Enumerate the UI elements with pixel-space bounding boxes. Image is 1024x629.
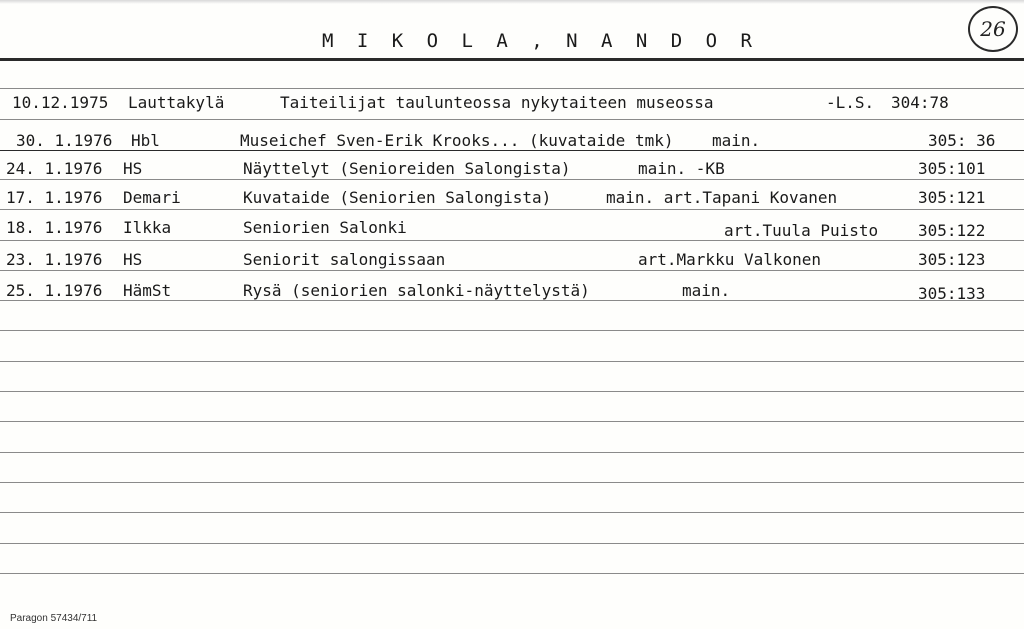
entry-reference: 305: 36 <box>928 131 996 150</box>
entry-title: Rysä (seniorien salonki-näyttelystä) <box>243 281 590 300</box>
entry-date: 23. 1.1976 <box>6 250 103 269</box>
card-top-edge <box>0 0 1024 4</box>
entry-author: main. <box>712 131 761 150</box>
card-entry <box>0 188 1024 214</box>
entry-title: Seniorit salongissaan <box>243 250 446 269</box>
entry-title: Seniorien Salonki <box>243 218 407 237</box>
entry-source: HS <box>123 159 143 178</box>
card-entry <box>0 159 1024 185</box>
entry-source: HS <box>123 250 143 269</box>
ruled-line <box>0 543 1024 544</box>
entry-title: Näyttelyt (Senioreiden Salongista) <box>243 159 571 178</box>
entry-source: Lauttakylä <box>128 93 225 112</box>
card-title: M I K O L A , N A N D O R <box>322 30 758 52</box>
entry-reference: 305:122 <box>918 221 986 240</box>
card-number: 26 <box>980 17 1006 41</box>
entry-reference: 305:123 <box>918 250 986 269</box>
entry-title: Taiteilijat taulunteossa nykytaiteen museossa <box>280 93 714 112</box>
entry-date: 17. 1.1976 <box>6 188 103 207</box>
entry-date: 30. 1.1976 <box>16 131 113 150</box>
entry-author: main. <box>682 281 731 300</box>
card-entry <box>0 93 1024 119</box>
entry-reference: 305:101 <box>918 159 986 178</box>
ruled-line <box>0 391 1024 392</box>
entry-source: Ilkka <box>123 218 172 237</box>
ruled-line <box>0 330 1024 331</box>
entry-author: main. -KB <box>638 159 725 178</box>
entry-title: Kuvataide (Seniorien Salongista) <box>243 188 552 207</box>
entry-date: 25. 1.1976 <box>6 281 103 300</box>
card-entry <box>0 131 1024 157</box>
card-entry <box>0 281 1024 307</box>
entry-source: HämSt <box>123 281 172 300</box>
ruled-line <box>0 119 1024 120</box>
entry-author: art.Markku Valkonen <box>638 250 822 269</box>
entry-date: 10.12.1975 <box>12 93 109 112</box>
ruled-line <box>0 573 1024 574</box>
ruled-line <box>0 361 1024 362</box>
entry-reference: 305:121 <box>918 188 986 207</box>
card-number-stamp <box>968 6 1018 52</box>
ruled-line <box>0 421 1024 422</box>
card-footer: Paragon 57434/711 <box>10 613 98 624</box>
card-entry <box>0 218 1024 244</box>
entry-reference: 304:78 <box>891 93 949 112</box>
entry-source: Demari <box>123 188 181 207</box>
ruled-line <box>0 482 1024 483</box>
entry-author: art.Tuula Puisto <box>724 221 879 240</box>
entry-date: 18. 1.1976 <box>6 218 103 237</box>
entry-author: -L.S. <box>826 93 875 112</box>
ruled-line <box>0 512 1024 513</box>
entry-author: main. art.Tapani Kovanen <box>606 188 838 207</box>
entry-source: Hbl <box>131 131 160 150</box>
ruled-line <box>0 452 1024 453</box>
entry-title: Museichef Sven-Erik Krooks... (kuvataide tmk) <box>240 131 674 150</box>
header-rule-double <box>0 60 1024 61</box>
ruled-line <box>0 88 1024 89</box>
card-entry <box>0 250 1024 276</box>
entry-reference: 305:133 <box>918 284 986 303</box>
entry-date: 24. 1.1976 <box>6 159 103 178</box>
